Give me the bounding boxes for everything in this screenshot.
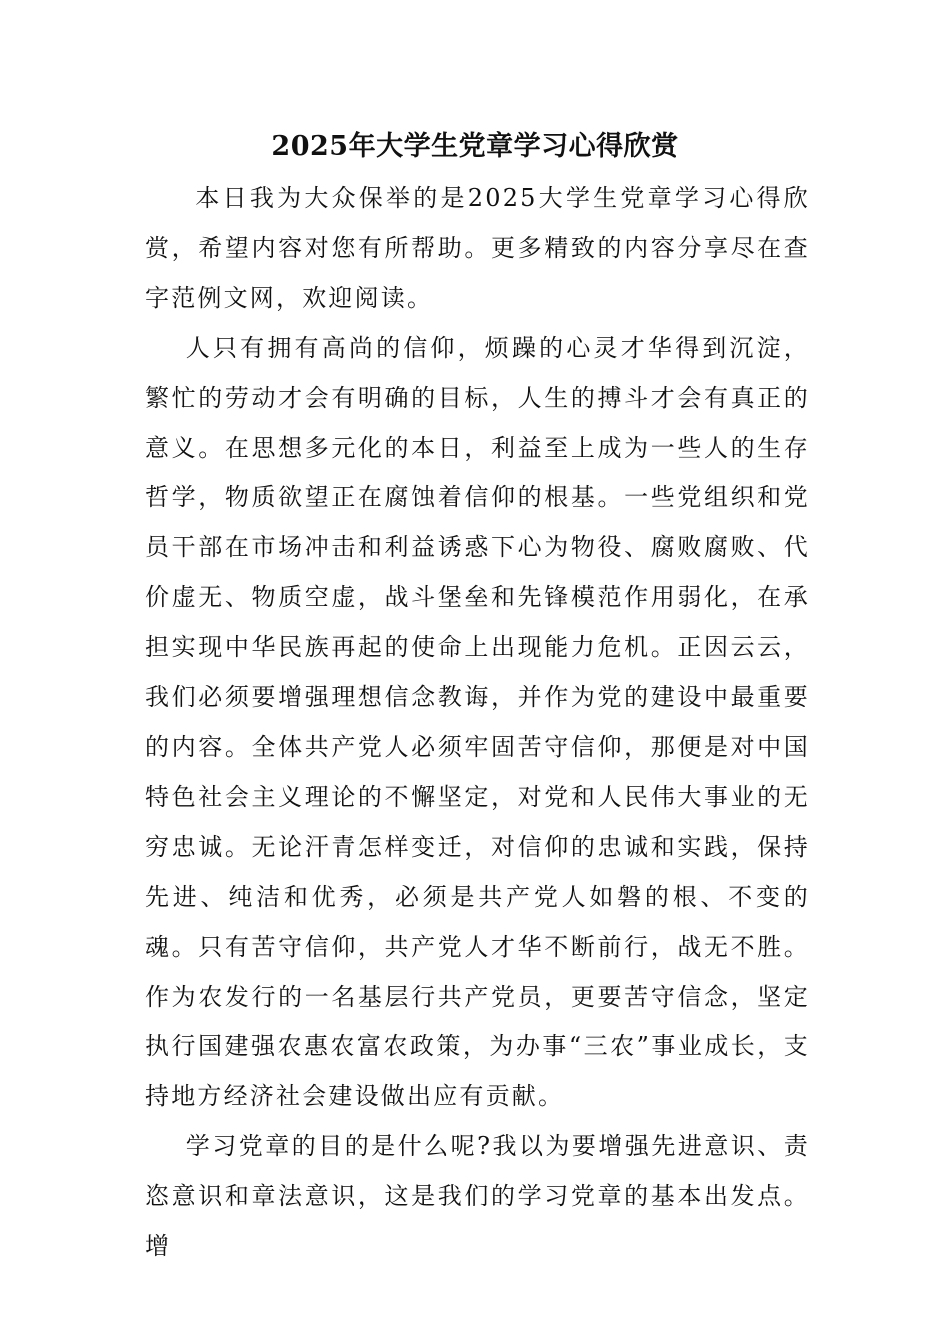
document-body [145,174,810,1272]
document-title: 2025年大学生党章学习心得欣赏 [271,131,679,162]
paragraph-main: 人只有拥有高尚的信仰，烦躁的心灵才华得到沉淀，繁忙的劳动才会有明确的目标，人生的搏斗才会有真正的意义。在思想多元化的本日，利益至上成为一些人的生存哲学，物质欲望正在腐蚀着信仰的根基。一些党组织和党员干部在市场冲击和利益诱惑下心为物役、腐败腐败、代价虚无、物质空虚，战斗堡垒和先锋模范作用弱化，在承担实现中华民族再起的使命上出现能力危机。正因云云，我们必须要增强理想信念教诲，并作为党的建设中最重要的内容。全体共产党人必须牢固苦守信仰，那便是对中国特色社会主义理论的不懈坚定，对党和人民伟大事业的无穷忠诚。无论汗青怎样变迁，对信仰的忠诚和实践，保持先进、纯洁和优秀，必须是共产党人如磐的根、不变的魂。只有苦守信仰，共产党人才华不断前行，战无不胜。作为农发行的一名基层行共产党员，更要苦守信念，坚定执行国建强农惠农富农政策，为办事“三农”事业成长，支持地方经济社会建设做出应有贡献。 [145,333,810,1111]
paragraph-continued: 学习党章的目的是什么呢?我以为要增强先进意识、责恣意识和章法意识，这是我们的学习党章的基本出发点。增 [145,1132,810,1261]
paragraph-intro: 本日我为大众保举的是2025大学生党章学习心得欣赏，希望内容对您有所帮助。更多精致的内容分享尽在查字范例文网，欢迎阅读。 [145,184,810,312]
